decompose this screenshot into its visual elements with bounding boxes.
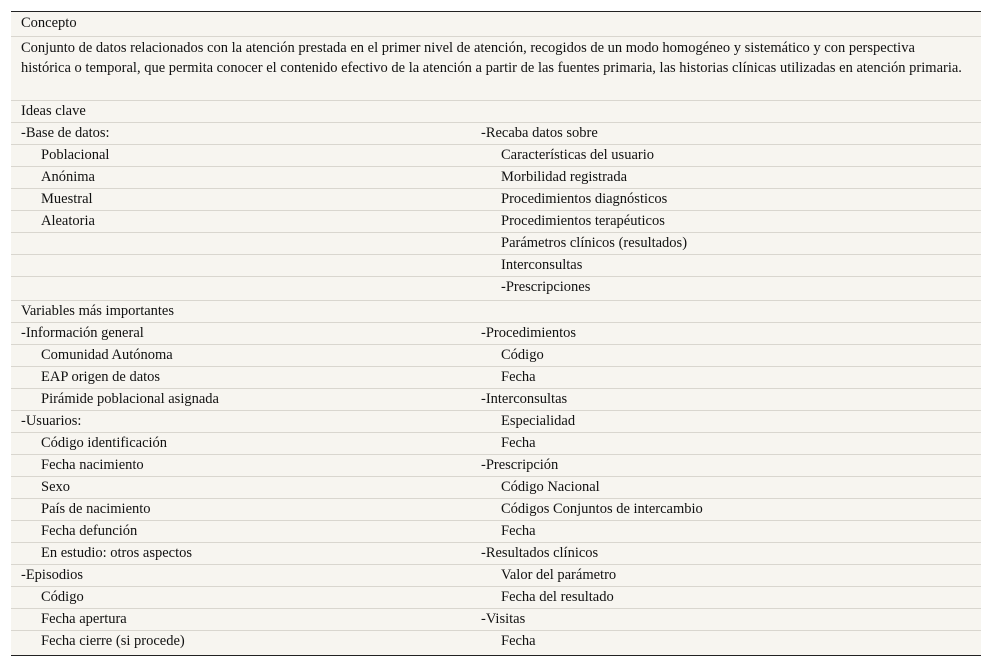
right-column-item: -Prescripción (481, 457, 559, 473)
left-column-item: En estudio: otros aspectos (41, 545, 193, 561)
table-row (11, 254, 981, 276)
table-row (11, 630, 981, 652)
table-row (11, 564, 981, 586)
table-row (11, 432, 981, 454)
table-row (11, 476, 981, 498)
left-column-item: -Usuarios: (21, 413, 82, 429)
left-column-item: Muestral (41, 191, 93, 207)
table-row (11, 188, 981, 210)
left-column-item: Código (41, 589, 84, 605)
left-column-item: EAP origen de datos (41, 369, 161, 385)
table-row (11, 366, 981, 388)
right-column-item: -Visitas (481, 611, 526, 627)
right-column-item: Características del usuario (501, 147, 654, 163)
left-column-item: Código identificación (41, 435, 168, 451)
right-column-item: -Procedimientos (481, 325, 577, 341)
right-column-item: Código (501, 347, 544, 363)
right-column-item: -Resultados clínicos (481, 545, 599, 561)
left-column-item: País de nacimiento (41, 501, 151, 517)
ideas-clave-heading-row (11, 100, 981, 122)
left-column-item: Fecha cierre (si procede) (41, 633, 185, 649)
left-column-item: -Episodios (21, 567, 84, 583)
left-column-item: Pirámide poblacional asignada (41, 391, 219, 407)
left-column-item: Fecha apertura (41, 611, 127, 627)
right-column-item: Procedimientos diagnósticos (501, 191, 668, 207)
concepto-heading-row (11, 12, 981, 34)
table-row (11, 410, 981, 432)
table-row (11, 454, 981, 476)
left-column-item: Sexo (41, 479, 70, 495)
table-row (11, 166, 981, 188)
table-row (11, 232, 981, 254)
table-row (11, 210, 981, 232)
table-row (11, 144, 981, 166)
table-row (11, 322, 981, 344)
table-row (11, 520, 981, 542)
left-column-item: Fecha defunción (41, 523, 138, 539)
left-column-item: -Información general (21, 325, 144, 341)
summary-table (11, 11, 981, 656)
concepto-heading: Concepto (21, 15, 77, 31)
ideas-clave-heading: Ideas clave (21, 103, 86, 119)
right-column-item: Especialidad (501, 413, 576, 429)
right-column-item: Código Nacional (501, 479, 600, 495)
left-column-item: -Base de datos: (21, 125, 110, 141)
variables-heading: Variables más importantes (21, 303, 175, 319)
left-column-item: Comunidad Autónoma (41, 347, 173, 363)
right-column-item: Morbilidad registrada (501, 169, 628, 185)
variables-heading-row (11, 300, 981, 322)
right-column-item: -Interconsultas (481, 391, 568, 407)
table-row (11, 608, 981, 630)
right-column-item: Parámetros clínicos (resultados) (501, 235, 688, 251)
table-row (11, 344, 981, 366)
right-column-item: Interconsultas (501, 257, 583, 273)
right-column-item: Procedimientos terapéuticos (501, 213, 665, 229)
left-column-item: Aleatoria (41, 213, 95, 229)
table-row (11, 586, 981, 608)
table-row (11, 542, 981, 564)
table-row (11, 276, 981, 298)
left-column-item: Anónima (41, 169, 95, 185)
right-column-item: Valor del parámetro (501, 567, 617, 583)
table-row (11, 122, 981, 144)
right-column-item: -Prescripciones (501, 279, 591, 295)
right-column-item: Fecha (501, 369, 536, 385)
right-column-item: Fecha (501, 633, 536, 649)
table-row (11, 498, 981, 520)
right-column-item: Códigos Conjuntos de intercambio (501, 501, 703, 517)
row-divider (11, 36, 981, 37)
table-row (11, 388, 981, 410)
concepto-text: Conjunto de datos relacionados con la atención prestada en el primer nivel de atención, recogidos de un modo homogéneo y sistemático y con perspectiva histórica o temporal, que permita conocer el contenido efectivo de la atención a partir de las fuentes primaria, las historias clínicas utilizadas en atención primaria. (21, 40, 962, 76)
right-column-item: Fecha (501, 435, 536, 451)
right-column-item: Fecha del resultado (501, 589, 614, 605)
left-column-item: Poblacional (41, 147, 110, 163)
left-column-item: Fecha nacimiento (41, 457, 144, 473)
right-column-item: Fecha (501, 523, 536, 539)
right-column-item: -Recaba datos sobre (481, 125, 598, 141)
